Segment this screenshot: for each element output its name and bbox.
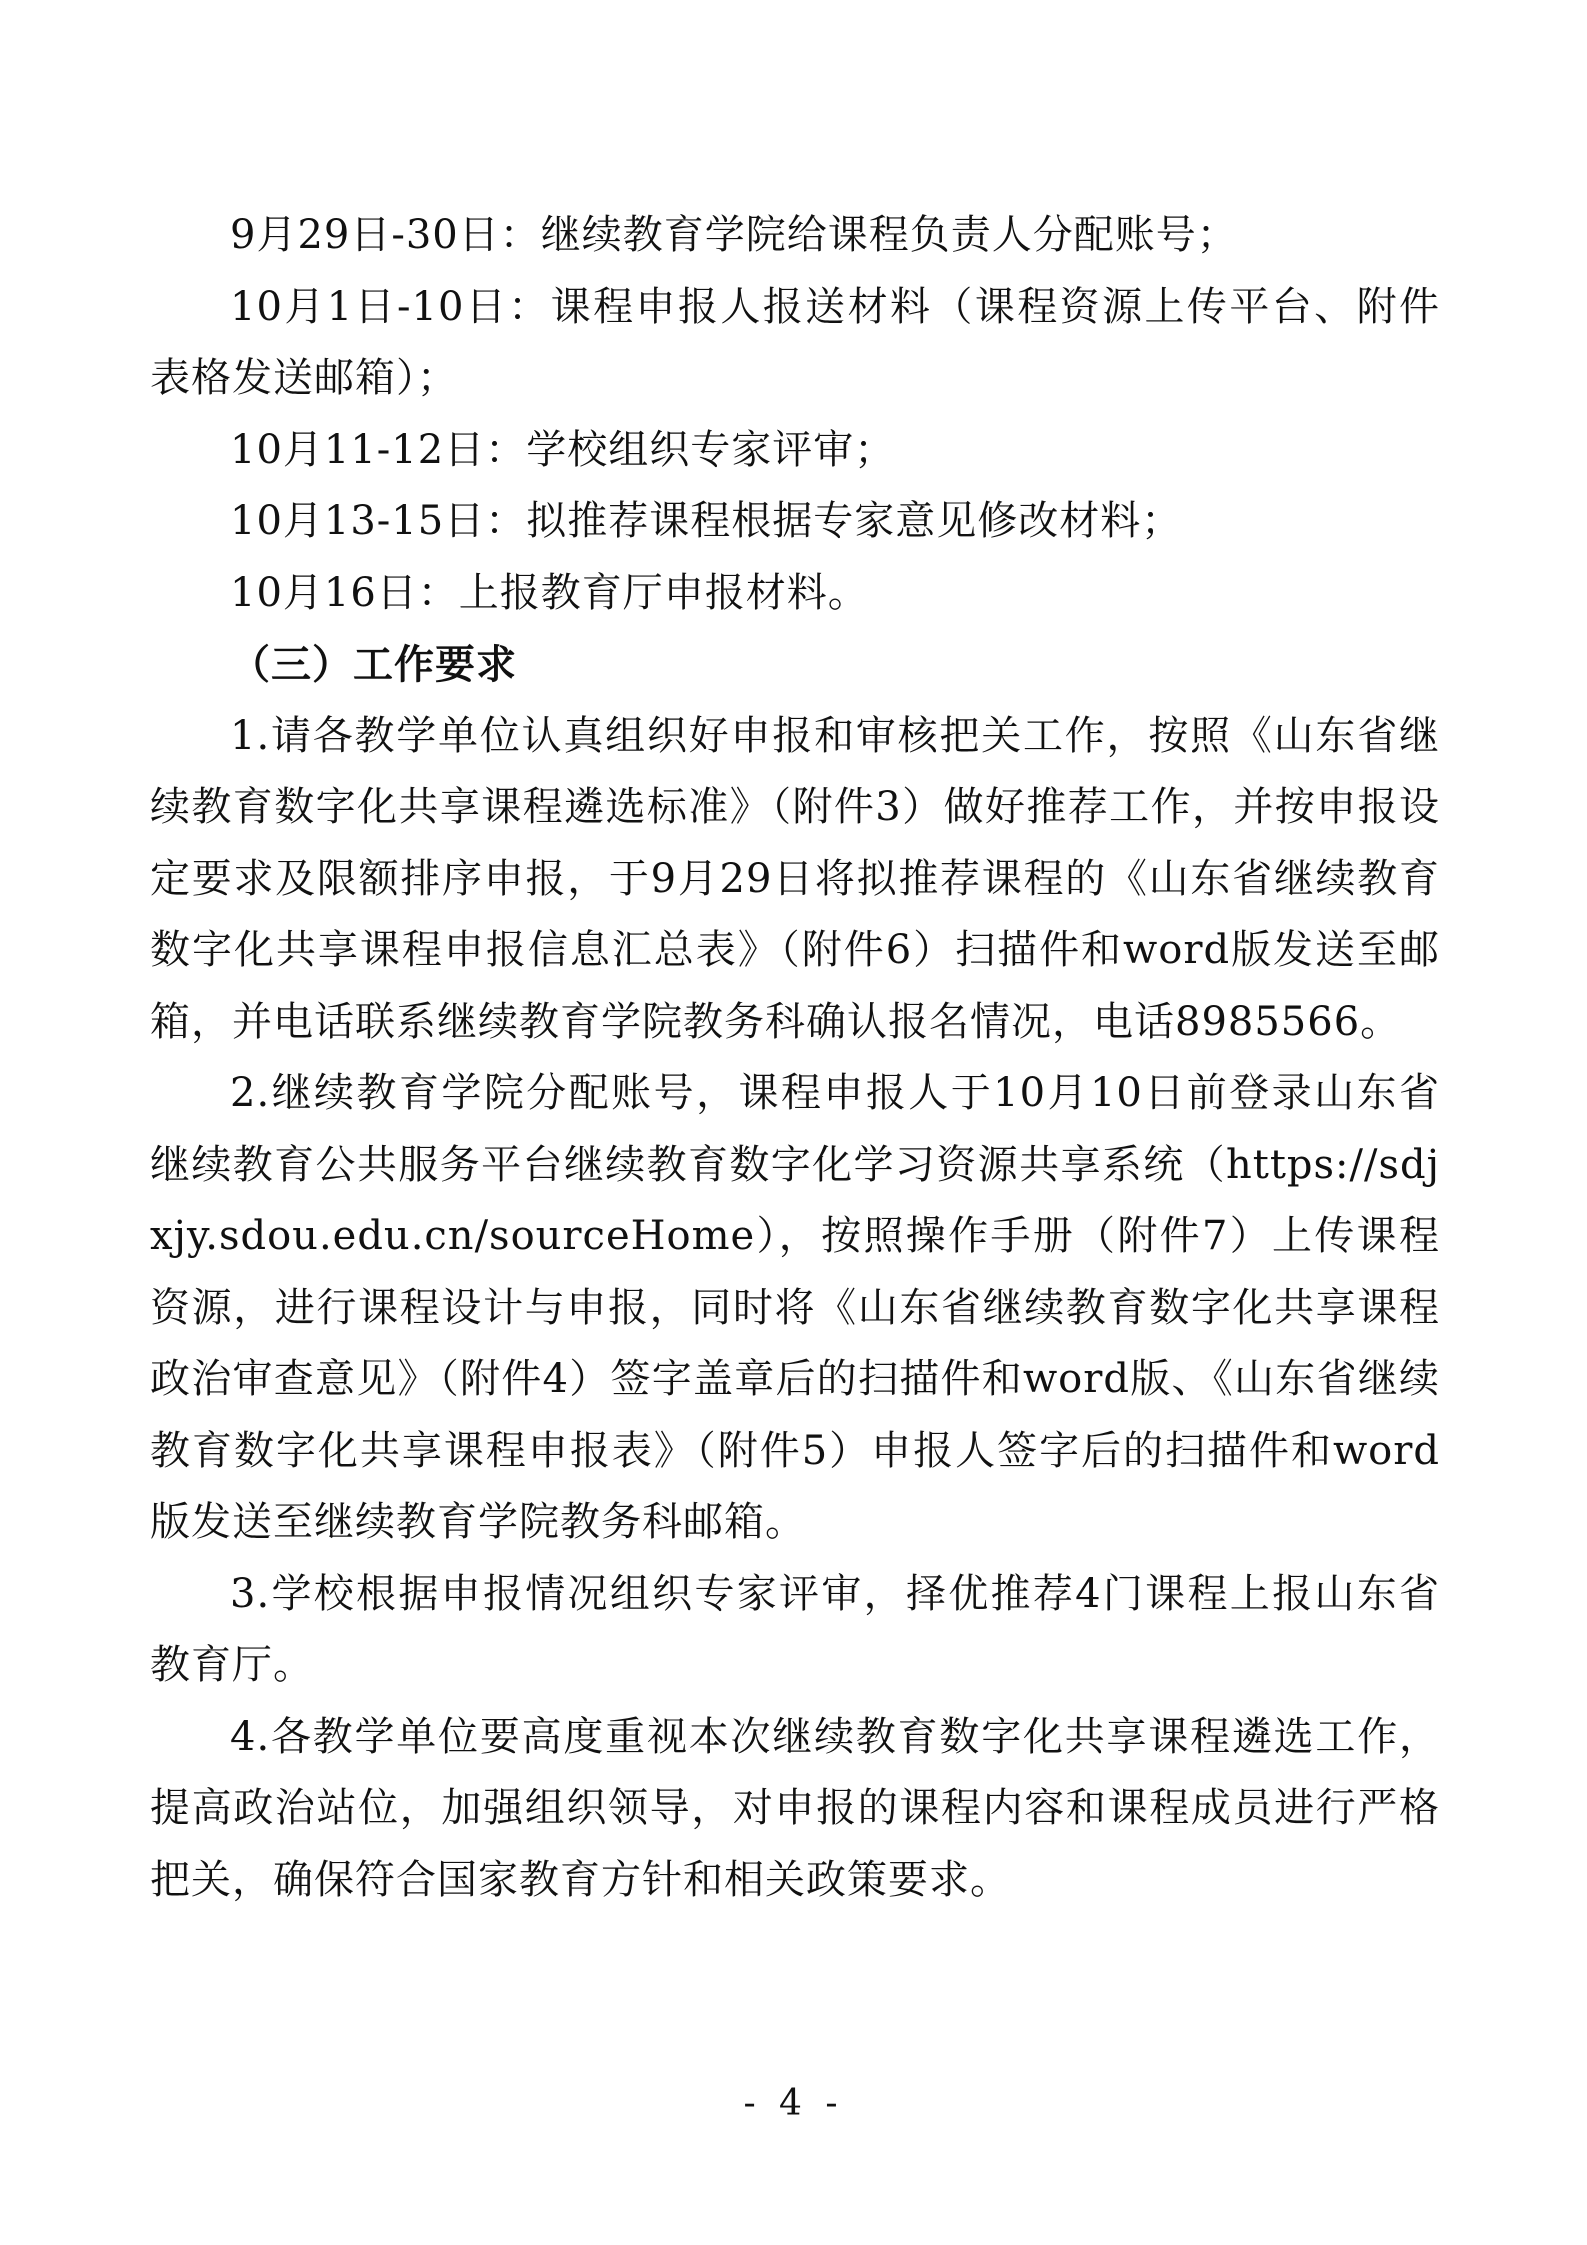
section-heading: （三）工作要求	[230, 641, 517, 688]
requirement-paragraph: 2.继续教育学院分配账号，课程申报人于10月10日前登录山东省继续教育公共服务平台继续教育数字化学习资源共享系统（https://sdjxjy.sdou.edu.cn/sourceHome），按照操作手册（附件7）上传课程资源，进行课程设计与申报，同时将《山东省继续教育数字化共享课程政治审查意见》（附件4）签字盖章后的扫描件和word版、《山东省继续教育数字化共享课程申报表》（附件5）申报人签字后的扫描件和word版发送至继续教育学院教务科邮箱。	[150, 1070, 1440, 1545]
schedule-item: 10月13-15日：拟推荐课程根据专家意见修改材料；	[230, 498, 1183, 544]
schedule-item: 9月29日-30日：继续教育学院给课程负责人分配账号；	[230, 212, 1238, 258]
requirement-paragraph: 4.各教学单位要高度重视本次继续教育数字化共享课程遴选工作，提高政治站位，加强组织领导，对申报的课程内容和课程成员进行严格把关，确保符合国家教育方针和相关政策要求。	[150, 1713, 1440, 1903]
schedule-item: 10月1日-10日：课程申报人报送材料（课程资源上传平台、附件表格发送邮箱）；	[150, 283, 1440, 401]
document-body	[150, 200, 1440, 1916]
requirement-paragraph: 1.请各教学单位认真组织好申报和审核把关工作，按照《山东省继续教育数字化共享课程遴选标准》（附件3）做好推荐工作，并按申报设定要求及限额排序申报，于9月29日将拟推荐课程的《山东省继续教育数字化共享课程申报信息汇总表》（附件6）扫描件和word版发送至邮箱，并电话联系继续教育学院教务科确认报名情况，电话8985566。	[150, 712, 1440, 1045]
requirement-paragraph: 3.学校根据申报情况组织专家评审，择优推荐4门课程上报山东省教育厅。	[150, 1570, 1440, 1688]
page-number: - 4 -	[743, 2083, 844, 2124]
schedule-item: 10月16日：上报教育厅申报材料。	[230, 569, 869, 616]
schedule-item: 10月11-12日：学校组织专家评审；	[230, 426, 896, 473]
